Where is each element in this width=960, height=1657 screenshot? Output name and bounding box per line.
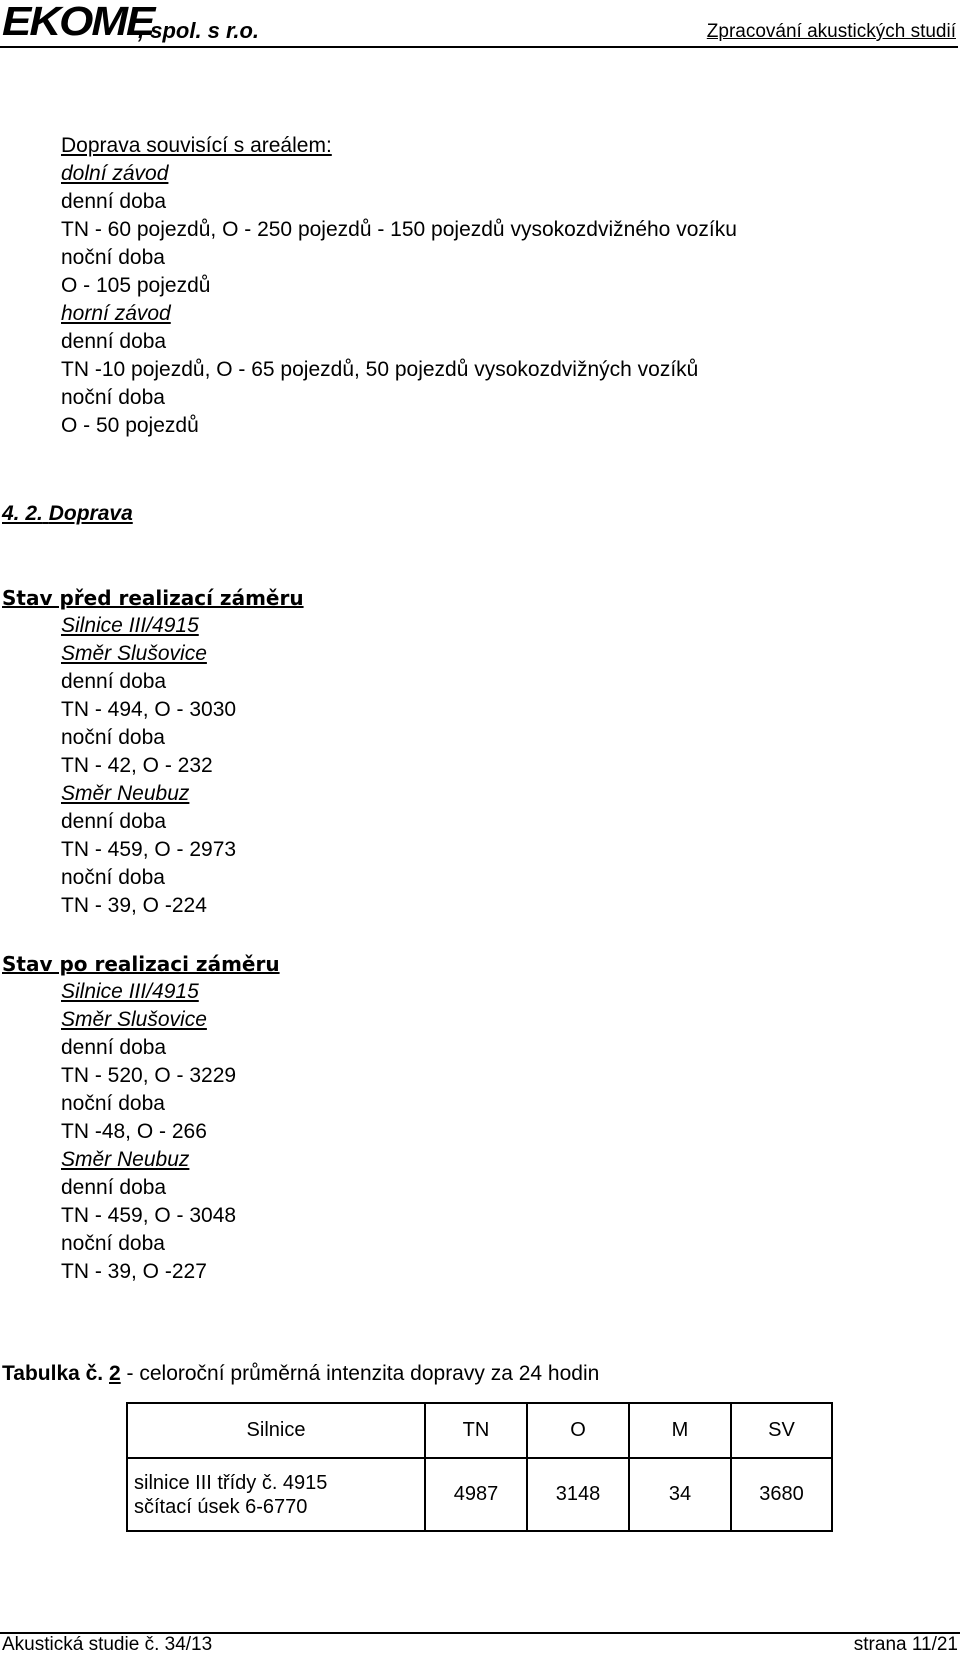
after-dir1-night: TN -48, O - 266: [61, 1120, 207, 1143]
before-dir1-night-label: noční doba: [61, 726, 165, 749]
before-dir2-night: TN - 39, O -224: [61, 894, 207, 917]
upper-day-value: TN -10 pojezdů, O - 65 pojezdů, 50 pojezdů vysokozdvižných vozíků: [61, 358, 699, 381]
after-dir1-night-label: noční doba: [61, 1092, 165, 1115]
before-dir1-day: TN - 494, O - 3030: [61, 698, 237, 721]
table-cell-tn: 4987: [425, 1458, 527, 1531]
before-road: Silnice III/4915: [61, 614, 199, 637]
section-heading: [2, 500, 133, 528]
header-title: Zpracování akustických studií: [706, 21, 956, 42]
lower-plant-heading: dolní závod: [61, 162, 169, 185]
table-caption: [2, 1360, 599, 1388]
before-dir2-day-label: denní doba: [61, 810, 167, 833]
after-dir2-night-label: noční doba: [61, 1232, 165, 1255]
company-logo: EKOME: [2, 0, 154, 45]
table-row: [127, 1458, 832, 1531]
after-dir1-day-label: denní doba: [61, 1036, 167, 1059]
road-name: silnice III třídy č. 4915: [134, 1471, 328, 1494]
road-section: sčítací úsek 6-6770: [134, 1495, 308, 1518]
lower-night-label: noční doba: [61, 246, 165, 269]
lower-day-value: TN - 60 pojezdů, O - 250 pojezdů - 150 pojezdů vysokozdvižného vozíku: [61, 218, 737, 241]
table-cell-road: [127, 1458, 425, 1531]
before-dir2-day: TN - 459, O - 2973: [61, 838, 237, 861]
upper-plant-heading: horní závod: [61, 302, 171, 325]
before-heading: Stav před realizací záměru: [2, 586, 304, 610]
after-dir1-day: TN - 520, O - 3229: [61, 1064, 237, 1087]
before-dir2: Směr Neubuz: [61, 782, 190, 805]
after-dir2: Směr Neubuz: [61, 1148, 190, 1171]
before-dir1-day-label: denní doba: [61, 670, 167, 693]
section-title: Doprava: [48, 502, 133, 525]
table-cell-m: 34: [629, 1458, 731, 1531]
after-dir2-day-label: denní doba: [61, 1176, 167, 1199]
before-dir1-night: TN - 42, O - 232: [61, 754, 213, 777]
before-dir2-night-label: noční doba: [61, 866, 165, 889]
after-dir1: Směr Slušovice: [61, 1008, 207, 1031]
table-header-cell: M: [629, 1403, 731, 1458]
table-header-cell: O: [527, 1403, 629, 1458]
upper-night-value: O - 50 pojezdů: [61, 414, 199, 437]
table-cell-sv: 3680: [731, 1458, 832, 1531]
table-caption-number: 2: [109, 1362, 121, 1385]
after-road: Silnice III/4915: [61, 980, 199, 1003]
table-header-cell: Silnice: [127, 1403, 425, 1458]
transport-title: Doprava souvisící s areálem:: [61, 134, 332, 157]
lower-day-label: denní doba: [61, 190, 167, 213]
page-header: [0, 0, 958, 48]
table-cell-o: 3148: [527, 1458, 629, 1531]
upper-day-label: denní doba: [61, 330, 167, 353]
table-header-row: [127, 1403, 832, 1458]
after-dir2-night: TN - 39, O -227: [61, 1260, 207, 1283]
before-dir1: Směr Slušovice: [61, 642, 207, 665]
table-header-cell: SV: [731, 1403, 832, 1458]
table-caption-text: - celoroční průměrná intenzita dopravy za 24 hodin: [120, 1362, 600, 1385]
table-caption-label: Tabulka č.: [2, 1362, 104, 1385]
lower-night-value: O - 105 pojezdů: [61, 274, 211, 297]
table-header-cell: TN: [425, 1403, 527, 1458]
after-dir2-day: TN - 459, O - 3048: [61, 1204, 237, 1227]
traffic-table: [126, 1402, 833, 1532]
section-number: 4. 2.: [2, 502, 43, 525]
footer-study-number: Akustická studie č. 34/13: [2, 1634, 213, 1655]
after-heading: Stav po realizaci záměru: [2, 952, 280, 976]
company-suffix: , spol. s r.o.: [138, 18, 260, 43]
footer-page-number: strana 11/21: [853, 1634, 958, 1655]
upper-night-label: noční doba: [61, 386, 165, 409]
